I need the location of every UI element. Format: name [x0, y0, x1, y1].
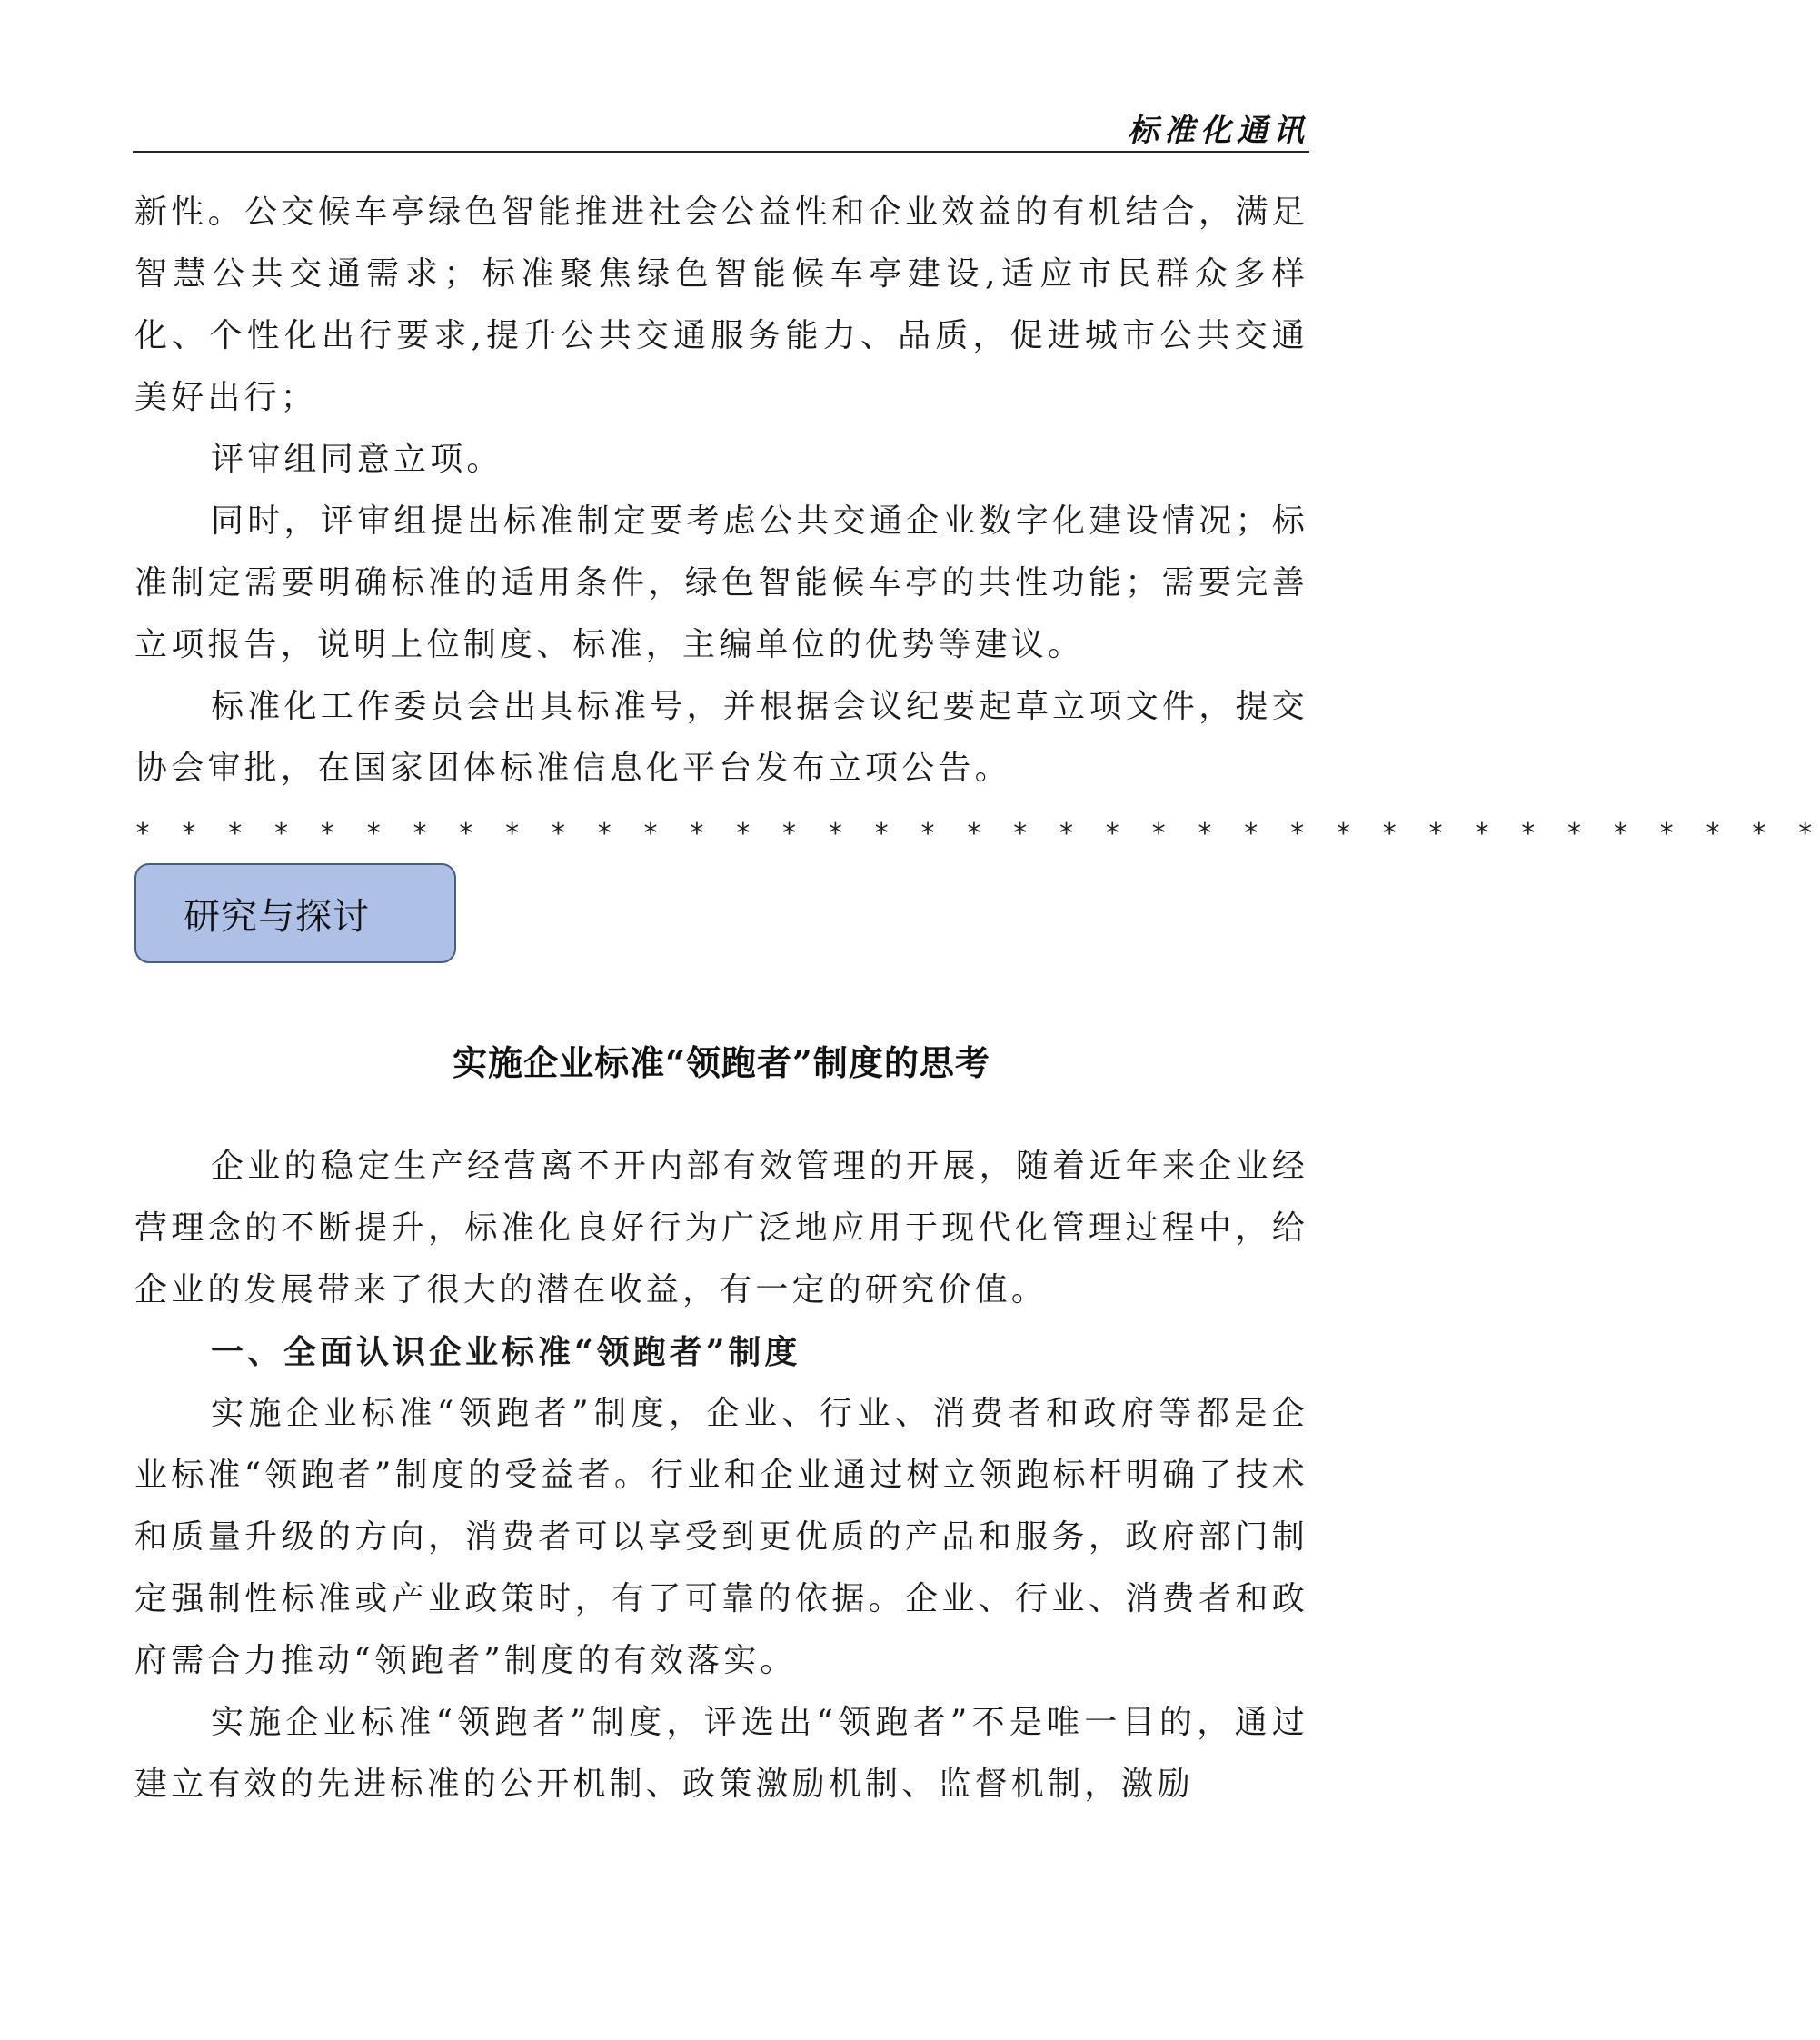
article-title: 实施企业标准“领跑者”制度的思考 — [453, 1042, 990, 1083]
article-intro: 企业的稳定生产经营离不开内部有效管理的开展，随着近年来企业经营理念的不断提升，标准化良好行为广泛地应用于现代化管理过程中，给企业的发展带来了很大的潜在收益，有一定的研究价值。 — [134, 1148, 1308, 1309]
paragraph-continuation: 新性。公交候车亭绿色智能推进社会公益性和企业效益的有机结合，满足智慧公共交通需求；标准聚焦绿色智能候车亭建设,适应市民群众多样化、个性化出行要求,提升公共交通服务能力、品质，促进城市公共交通美好出行； — [134, 194, 1308, 416]
article-body — [134, 1136, 1308, 1816]
article-heading-1: 一、全面认识企业标准“领跑者”制度 — [211, 1333, 801, 1371]
header-divider — [133, 151, 1309, 153]
page-content — [134, 182, 1820, 1816]
star-separator: * * * * * * * * * * * * * * * * * * * * * * * * * * * * * * * * * * * * * — [134, 818, 1820, 850]
article-paragraph-1: 实施企业标准“领跑者”制度，企业、行业、消费者和政府等都是企业标准“领跑者”制度的受益者。行业和企业通过树立领跑标杆明确了技术和质量升级的方向，消费者可以享受到更优质的产品和服务，政府部门制定强制性标准或产业政策时，有了可靠的依据。企业、行业、消费者和政府需合力推动“领跑者”制度的有效落实。 — [134, 1395, 1308, 1679]
paragraph-committee: 标准化工作委员会出具标准号，并根据会议纪要起草立项文件，提交协会审批，在国家团体标准信息化平台发布立项公告。 — [134, 688, 1308, 787]
section-label-box — [134, 863, 456, 963]
paragraph-approval: 评审组同意立项。 — [211, 441, 503, 478]
journal-title: 标准化通讯 — [1128, 113, 1309, 149]
section-label: 研究与探讨 — [184, 895, 370, 938]
article-paragraph-2: 实施企业标准“领跑者”制度，评选出“领跑者”不是唯一目的，通过建立有效的先进标准的公开机制、政策激励机制、监督机制，激励 — [134, 1704, 1308, 1803]
paragraph-review-suggestions: 同时，评审组提出标准制定要考虑公共交通企业数字化建设情况；标准制定需要明确标准的适用条件，绿色智能候车亭的共性功能；需要完善立项报告，说明上位制度、标准，主编单位的优势等建议。 — [134, 503, 1308, 663]
